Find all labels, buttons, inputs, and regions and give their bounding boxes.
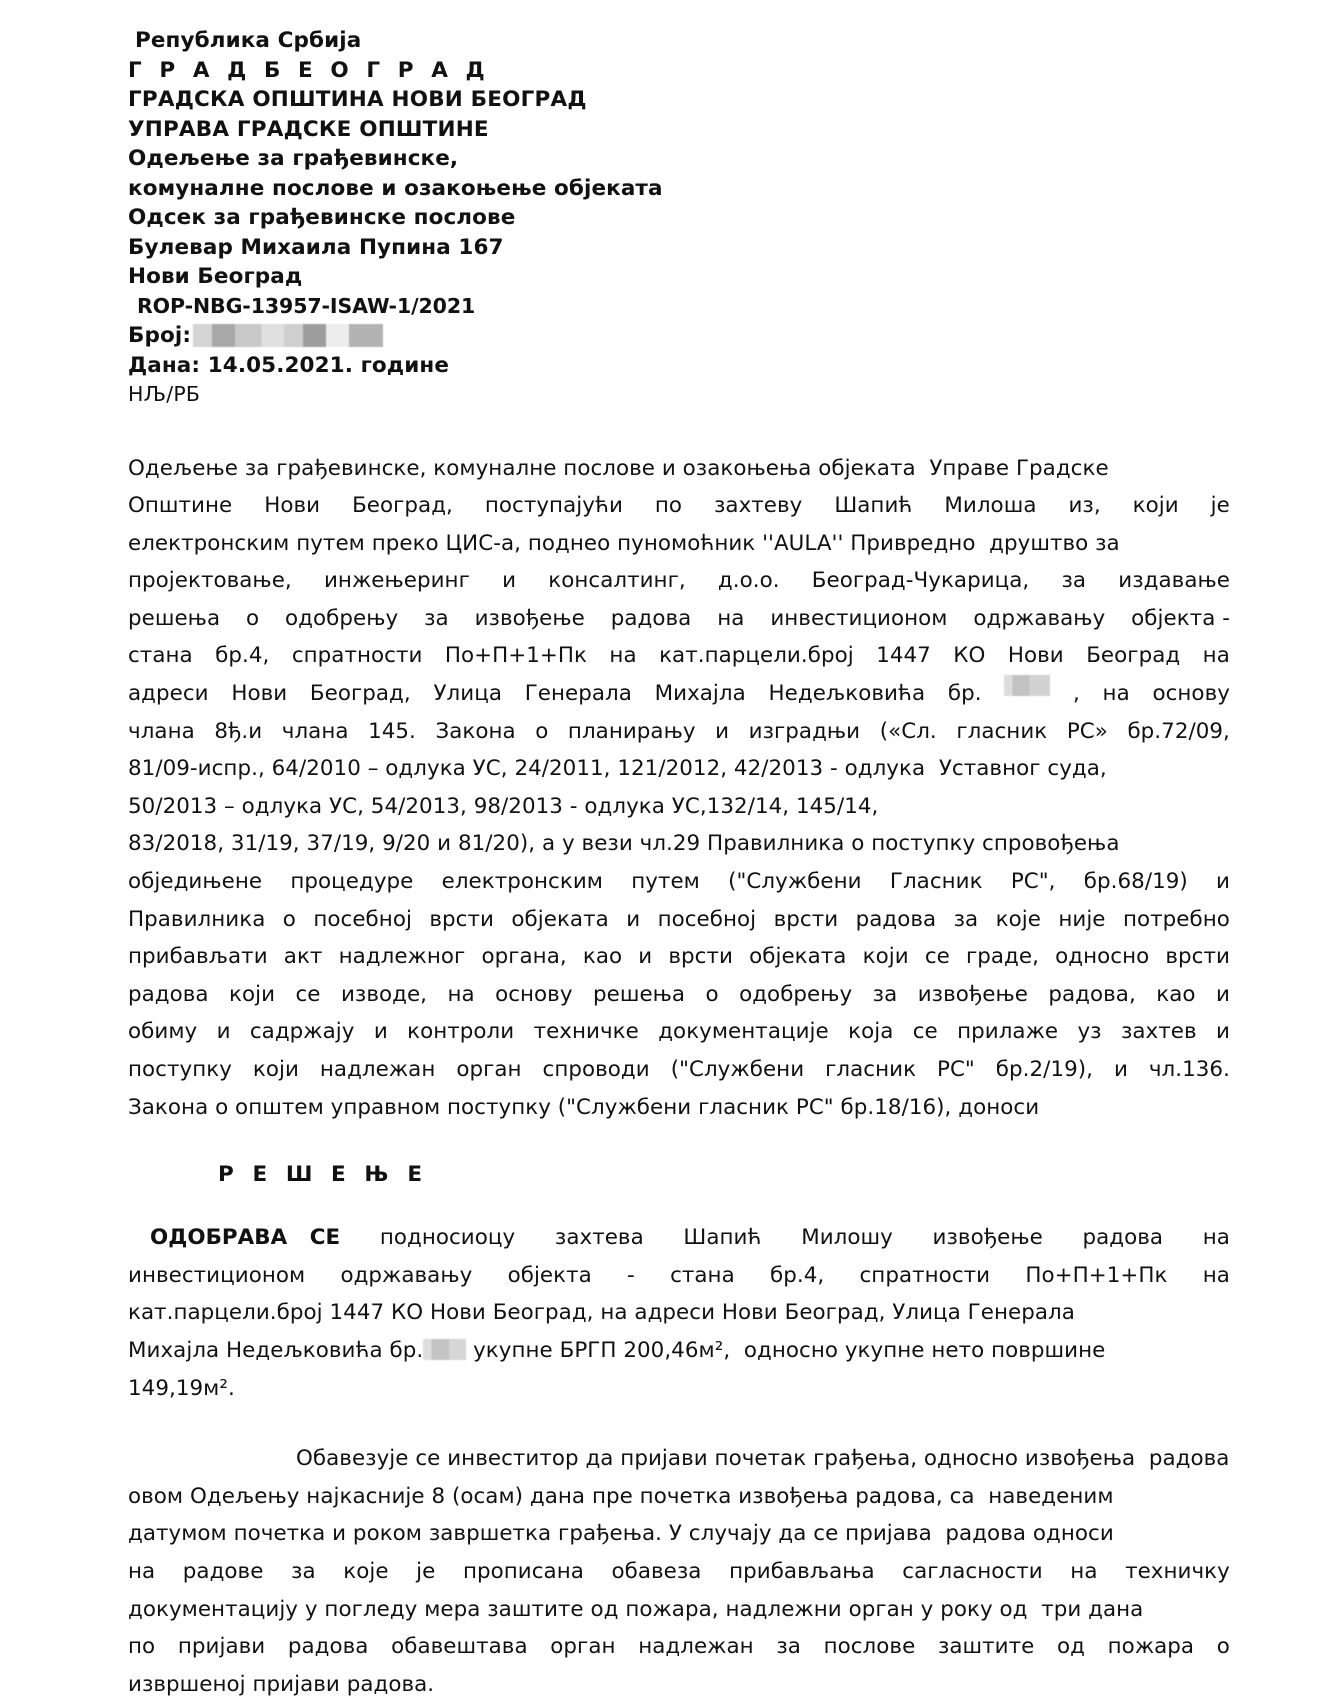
obligation-line (128, 1553, 1230, 1591)
text-run: извођење (932, 1225, 1043, 1251)
text-run: потребно (1122, 906, 1230, 932)
text-run: на (1070, 1558, 1098, 1584)
text-run: извршеној пријави радова. (128, 1671, 435, 1697)
text-run: који (862, 944, 909, 970)
text-run: и (715, 718, 730, 744)
letterhead-broj-label: Број: (128, 323, 192, 348)
text-run: стана (670, 1262, 735, 1288)
letterhead-municipality: ГРАДСКА ОПШТИНА НОВИ БЕОГРАД (128, 87, 587, 112)
text-run: и (1113, 1057, 1128, 1082)
letterhead-section: Одсек за грађевинске послове (128, 205, 516, 230)
text-run: и (638, 944, 653, 970)
text-run: извођење (474, 605, 585, 631)
text-run: овом Одељењу најкасније 8 (осам) дана пре почетка извођења радова, са наведеним (128, 1483, 1114, 1509)
text-run: Правилника (128, 906, 266, 932)
text-run: чл.136. (1148, 1057, 1230, 1082)
text-run: и (1215, 981, 1230, 1007)
text-run: радове (182, 1558, 264, 1584)
text-run: По+П+1+Пк (1025, 1262, 1168, 1288)
text-run: заштите (937, 1634, 1035, 1660)
redacted-number-block (193, 324, 383, 347)
text-run: радова (855, 906, 937, 932)
text-run: Београд-Чукарица, (811, 568, 1030, 594)
text-run: Обавезује се инвеститор да пријави почетак грађења, односно извођења радова (296, 1446, 1230, 1472)
intro-line (128, 525, 1230, 563)
text-run: се (912, 1019, 938, 1045)
text-run: Михајла Недељковића бр. (128, 1337, 424, 1363)
text-run: се (295, 981, 321, 1007)
text-run: Нови (231, 681, 288, 707)
obligation-line (128, 1666, 1230, 1703)
text-run: Милоша (944, 493, 1037, 519)
text-run: Гласник (889, 869, 983, 895)
text-run: бр.4, (215, 643, 270, 669)
text-run: документације (658, 1019, 829, 1045)
text-run: које (995, 906, 1041, 932)
obligation-line (128, 1515, 1230, 1553)
text-run: на (128, 1558, 156, 1584)
text-run: објеката (749, 944, 847, 970)
intro-line (128, 637, 1230, 675)
text-run: Закона (435, 718, 516, 744)
text-run: Београд, (352, 493, 453, 519)
text-run: документацију у погледу мера заштите од пожара, надлежни орган у року од три дана (128, 1596, 1144, 1622)
letterhead-address: Булевар Михаила Пупина 167 (128, 234, 504, 260)
text-run: о (1216, 1634, 1230, 1660)
text-run: 83/2018, 31/19, 37/19, 9/20 и 81/20), а у вези чл.29 Правилника о поступку спровођења (128, 831, 1120, 857)
text-run: По+П+1+Пк (444, 643, 587, 669)
letterhead-city: Г Р А Д Б Е О Г Р А Д (128, 57, 490, 83)
text-run: изводе, (340, 981, 428, 1007)
text-run: датумом почетка и роком завршетка грађења. У случају да се пријава радова односи (128, 1521, 1114, 1547)
text-run: основу (1152, 681, 1230, 707)
text-run: на (1202, 643, 1230, 669)
text-run: Закона о општем управном поступку ("Службени гласник РС" бр.18/16), доноси (128, 1094, 1040, 1120)
text-run: који (229, 981, 276, 1007)
text-run: захтеву (714, 493, 803, 519)
text-run: члана (128, 718, 195, 744)
text-run: на (1102, 681, 1130, 707)
text-run: и (216, 1019, 231, 1045)
text-run: Нови (264, 493, 321, 519)
text-run: надлежан (319, 1057, 436, 1082)
text-run: на (717, 605, 745, 631)
intro-line (128, 825, 1230, 863)
redacted-street-number (1004, 675, 1050, 696)
text-run: 1447 (876, 643, 931, 669)
text-run: прописана (462, 1558, 584, 1584)
text-run: поступку (128, 1057, 232, 1082)
text-run: посебној (657, 906, 757, 932)
letterhead-department-line1: Одељење за грађевинске, (128, 146, 459, 171)
text-run: , (1072, 681, 1080, 707)
text-run: прибављати (128, 944, 268, 970)
text-run: на (1202, 1225, 1230, 1251)
text-run: техничке (533, 1019, 639, 1045)
text-run: спратности (291, 643, 423, 669)
text-run: обиму (128, 1019, 198, 1045)
text-run: спратности (859, 1262, 991, 1288)
text-run: надлежан (638, 1634, 754, 1660)
text-run: планирању (567, 718, 696, 744)
text-run: о (535, 718, 549, 744)
text-run: органа, (481, 944, 567, 970)
intro-line (128, 901, 1230, 939)
text-run: консалтинг, (548, 568, 686, 594)
intro-line (128, 713, 1230, 751)
text-run: акт (283, 944, 323, 970)
intro-line (128, 1089, 1230, 1127)
intro-line (128, 675, 1230, 713)
text-run: изградњи (748, 718, 861, 744)
text-run: захтев (1120, 1019, 1197, 1045)
text-run: кат.парцели.број 1447 КО Нови Београд, на адреси Нови Београд, Улица Генерала (128, 1300, 1075, 1326)
text-run: укупне БРГП 200,46м², односно укупне нето површине (466, 1337, 1106, 1363)
letterhead-place: Нови Београд (128, 264, 303, 289)
text-run: адреси (128, 681, 209, 707)
text-run: одржавању (340, 1262, 473, 1288)
text-run: («Сл. (879, 718, 937, 744)
text-run: од (1057, 1634, 1085, 1660)
intro-line (128, 976, 1230, 1014)
text-run: бр.72/09, (1127, 718, 1230, 744)
text-run: Београд (1086, 643, 1181, 669)
text-run: Генерала (524, 681, 632, 707)
resenje-heading: Р Е Ш Е Њ Е (218, 1162, 428, 1188)
text-run: одржавању (973, 605, 1106, 631)
letterhead (128, 26, 1230, 410)
text-run: је (1210, 493, 1230, 519)
text-run: решења (592, 981, 686, 1007)
text-run: издавање (1118, 568, 1230, 594)
redacted-street-number (423, 1339, 466, 1360)
letterhead-department-line2: комуналне послове и озакоњење објеката (128, 175, 663, 201)
letterhead-reference-number: ROP-NBG-13957-ISAW-1/2021 (137, 293, 476, 318)
text-run: прилаже (957, 1019, 1059, 1045)
text-run: радова (1082, 1225, 1164, 1251)
text-run: РС", (1010, 869, 1056, 895)
text-run: бр. (947, 681, 982, 707)
text-run: и (1216, 869, 1230, 895)
text-run: орган (456, 1057, 522, 1082)
text-run: и (1215, 1019, 1230, 1045)
text-run: одобрењу (285, 605, 399, 631)
text-run: спроводи (542, 1057, 650, 1082)
text-run: извођење (917, 981, 1028, 1007)
approval-line (128, 1370, 1230, 1408)
approval-line (128, 1219, 1230, 1257)
text-run: обавештава (391, 1634, 528, 1660)
text-run: за (291, 1558, 316, 1584)
obligation-line (128, 1628, 1230, 1666)
text-run: за (953, 906, 979, 932)
text-run: врсти (668, 944, 733, 970)
text-run: о (705, 981, 719, 1007)
text-run: посебној (313, 906, 412, 932)
text-run: орган (550, 1634, 616, 1660)
text-run: Београд, (309, 681, 411, 707)
text-run: и (502, 568, 517, 594)
text-run: као (582, 944, 623, 970)
text-run: на (609, 643, 637, 669)
obligation-line (128, 1478, 1230, 1516)
text-run: члана (281, 718, 349, 744)
text-run: КО (953, 643, 986, 669)
text-run: за (424, 605, 449, 631)
letterhead-initials: НЉ/РБ (128, 382, 201, 406)
text-run: за (776, 1634, 801, 1660)
text-run: Шапић (834, 493, 913, 519)
approval-keyword: ОДОБРАВА СЕ (150, 1225, 341, 1251)
text-run: 50/2013 – одлука УС, 54/2013, 98/2013 - одлука УС,132/14, 145/14, (128, 793, 879, 819)
text-run: објеката (511, 906, 609, 932)
text-run: као (1156, 981, 1196, 1007)
text-run: РС" (937, 1057, 975, 1082)
intro-paragraph (128, 450, 1230, 1127)
text-run: 81/09-испр., 64/2010 – одлука УС, 24/2011, 121/2012, 42/2013 - одлука Уставног суда, (128, 756, 1107, 782)
text-run: за (872, 981, 898, 1007)
text-run: бр.2/19), (995, 1057, 1093, 1082)
letterhead-country: Република Србија (135, 28, 362, 53)
text-run: по (654, 493, 683, 519)
intro-line (128, 562, 1230, 600)
text-run: поступајући (484, 493, 623, 519)
text-run: електронским (441, 869, 603, 895)
obligation-line (128, 1440, 1230, 1478)
text-run: прибављања (729, 1558, 875, 1584)
text-run: гласник (956, 718, 1048, 744)
text-run: ("Службени (670, 1057, 805, 1082)
text-run: 145. (368, 718, 416, 744)
text-run: садржају (249, 1019, 355, 1045)
text-run: пријави (177, 1634, 266, 1660)
text-run: обавеза (611, 1558, 702, 1584)
text-run: путем (631, 869, 700, 895)
text-run: објекта - (1131, 605, 1230, 631)
text-run: радова (610, 605, 692, 631)
text-run: врсти (429, 906, 494, 932)
text-run: Недељковића (768, 681, 926, 707)
text-run: односно (1055, 944, 1150, 970)
letterhead-date: Дана: 14.05.2021. године (128, 352, 450, 378)
text-run: се (924, 944, 950, 970)
text-run: радова (128, 981, 209, 1007)
obligation-line (128, 1591, 1230, 1629)
text-run: Одељење за грађевинске, комуналне послове и озакоњења објеката Управе Градске (128, 455, 1109, 481)
letterhead-broj-row (128, 321, 1230, 351)
text-run: Милошу (801, 1225, 893, 1251)
text-run: објекта (507, 1262, 592, 1288)
text-run: граде, (965, 944, 1039, 970)
text-run: контроли (407, 1019, 515, 1045)
text-run: и (373, 1019, 388, 1045)
text-run: врсти (773, 906, 839, 932)
text-run: д.о.о. (717, 568, 780, 594)
text-run: 8ђ.и (214, 718, 263, 744)
text-run: - (627, 1262, 635, 1288)
letterhead-administration: УПРАВА ГРАДСКЕ ОПШТИНЕ (128, 116, 489, 142)
intro-line (128, 450, 1230, 488)
intro-line (128, 600, 1230, 638)
text-run: подносиоцу (379, 1225, 516, 1251)
text-run: о (282, 906, 296, 932)
text-run: пројектовање, (128, 568, 292, 594)
text-run: Нови (1007, 643, 1064, 669)
text-run: обједињене (128, 869, 263, 895)
text-run: решења (128, 605, 221, 631)
text-run: који (1132, 493, 1179, 519)
text-run: по (128, 1634, 156, 1660)
text-run: РС» (1066, 718, 1108, 744)
text-run: захтева (554, 1225, 644, 1251)
text-run: која (848, 1019, 894, 1045)
text-run: које (343, 1558, 389, 1584)
text-run: Шапић (683, 1225, 762, 1251)
text-run: који (252, 1057, 299, 1082)
text-run: уз (1077, 1019, 1102, 1045)
text-run: за (1061, 568, 1087, 594)
intro-line (128, 1013, 1230, 1051)
text-run: 149,19м². (128, 1375, 235, 1401)
text-run: стана (128, 643, 193, 669)
text-run: надлежног (338, 944, 466, 970)
text-run: бр.68/19) (1083, 869, 1188, 895)
text-run: на (447, 981, 475, 1007)
text-run: бр.4, (770, 1262, 825, 1288)
approval-line (128, 1257, 1230, 1295)
text-run: одобрењу (739, 981, 853, 1007)
approval-section (128, 1219, 1230, 1407)
text-run: на (1202, 1262, 1230, 1288)
text-run: Улица (433, 681, 502, 707)
text-run: инжењеринг (323, 568, 470, 594)
text-run: и (626, 906, 641, 932)
text-run: техничку (1125, 1558, 1230, 1584)
text-run: гласник (825, 1057, 917, 1082)
text-run: инвестиционом (770, 605, 948, 631)
approval-line (128, 1294, 1230, 1332)
text-run: радова (287, 1634, 369, 1660)
text-run: процедуре (290, 869, 414, 895)
obligation-section (128, 1440, 1230, 1703)
text-run: основу (495, 981, 573, 1007)
text-run: пожара (1107, 1634, 1195, 1660)
text-run: Општине (128, 493, 233, 519)
text-run: није (1058, 906, 1106, 932)
approval-line (128, 1332, 1230, 1370)
text-run: о (246, 605, 260, 631)
text-run: из, (1068, 493, 1101, 519)
intro-line (128, 487, 1230, 525)
text-run: радова, (1048, 981, 1136, 1007)
text-run: врсти (1165, 944, 1230, 970)
text-run: ("Службени (728, 869, 862, 895)
text-run: инвестиционом (128, 1262, 306, 1288)
intro-line (128, 863, 1230, 901)
text-run: послове (823, 1634, 916, 1660)
text-run: Михајла (654, 681, 746, 707)
text-run: кат.парцели.број (659, 643, 854, 669)
intro-line (128, 788, 1230, 826)
intro-line (128, 1051, 1230, 1089)
text-run: је (416, 1558, 436, 1584)
text-run: сагласности (902, 1558, 1043, 1584)
intro-line (128, 938, 1230, 976)
intro-line (128, 750, 1230, 788)
text-run: електронским путем преко ЦИС-а, поднео пуномоћник ''AULA'' Привредно друштво за (128, 530, 1120, 556)
